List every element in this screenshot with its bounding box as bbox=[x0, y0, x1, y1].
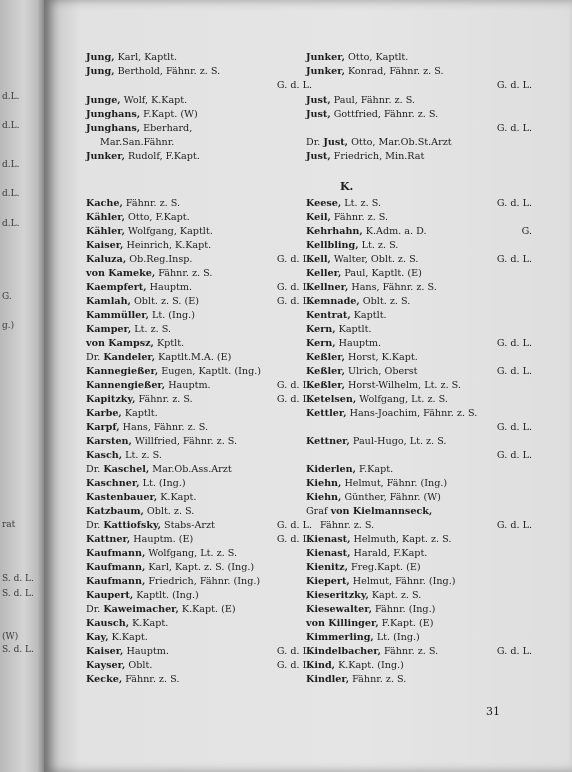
register-entry bbox=[306, 492, 532, 504]
previous-page-fragment: rat bbox=[2, 520, 16, 530]
register-entry bbox=[86, 109, 312, 121]
entry-suffix: G. d. L. bbox=[496, 80, 532, 91]
register-entry bbox=[306, 310, 532, 322]
register-entry bbox=[86, 198, 312, 210]
register-entry bbox=[86, 450, 312, 462]
entry-surname: Keese, bbox=[306, 198, 342, 209]
entry-suffix: G. d. L. bbox=[276, 534, 312, 545]
register-entry bbox=[306, 296, 532, 308]
entry-surname: Kaempfert, bbox=[86, 282, 147, 293]
previous-page-fragment: (W) bbox=[2, 632, 19, 642]
entry-surname: Junker, bbox=[306, 66, 345, 77]
entry-surname: Kaluza, bbox=[86, 254, 127, 265]
entry-surname: Kache, bbox=[86, 198, 123, 209]
entry-details: Lt. z. S. bbox=[122, 450, 162, 461]
register-entry bbox=[86, 338, 312, 350]
entry-surname: von Kameke, bbox=[86, 268, 156, 279]
entry-surname: Kienast, bbox=[306, 534, 351, 545]
register-entry bbox=[306, 562, 532, 574]
entry-surname: Kiehn, bbox=[306, 492, 342, 503]
entry-details: Friedrich, Min.Rat bbox=[330, 151, 425, 162]
entry-surname: Ketelsen, bbox=[306, 394, 357, 405]
page-number: 31 bbox=[486, 705, 500, 718]
register-entry bbox=[306, 478, 532, 490]
register-entry bbox=[86, 590, 312, 602]
entry-surname: Kaschner, bbox=[86, 478, 140, 489]
entry-details: Hans, Fähnr. z. S. bbox=[348, 282, 437, 293]
entry-details: Fähnr. z. S. bbox=[330, 212, 389, 223]
entry-surname: Kandeler, bbox=[103, 352, 156, 363]
entry-details: Ob.Reg.Insp. bbox=[126, 254, 193, 265]
register-entry bbox=[86, 66, 312, 78]
entry-details: Horst, K.Kapt. bbox=[344, 352, 418, 363]
entry-surname: Kay, bbox=[86, 632, 109, 643]
entry-details: F.Kapt. (E) bbox=[378, 618, 434, 629]
entry-suffix: G. d. L. bbox=[276, 646, 312, 657]
entry-suffix: G. d. L. bbox=[276, 660, 312, 671]
entry-details: Kaptlt. (Ing.) bbox=[133, 590, 199, 601]
entry-suffix: G. d. L. bbox=[496, 422, 532, 433]
entry-suffix: G. d. L. bbox=[496, 520, 532, 531]
entry-suffix: G. d. L. bbox=[276, 80, 312, 91]
entry-surname: Kaiser, bbox=[86, 240, 124, 251]
register-entry bbox=[86, 212, 312, 224]
entry-details: Eugen, Kaptlt. (Ing.) bbox=[158, 366, 262, 377]
entry-surname: Kienast, bbox=[306, 548, 351, 559]
entry-surname: Junghans, bbox=[86, 109, 141, 120]
entry-details: Lt. z. S. bbox=[341, 198, 381, 209]
register-entry bbox=[306, 604, 532, 616]
entry-details: Fähnr. z. S. bbox=[135, 394, 193, 405]
entry-surname: Kattner, bbox=[86, 534, 131, 545]
previous-page-fragment: S. d. L. bbox=[2, 589, 34, 599]
entry-details: Kaptlt. bbox=[335, 324, 372, 335]
entry-details: Gottfried, Fähnr. z. S. bbox=[330, 109, 439, 120]
register-entry bbox=[86, 436, 312, 448]
entry-surname: Kiderlen, bbox=[306, 464, 356, 475]
entry-surname: Kern, bbox=[306, 338, 336, 349]
register-entry bbox=[306, 109, 532, 121]
entry-details: Karl, Kaptlt. bbox=[114, 52, 178, 63]
register-entry bbox=[86, 632, 312, 644]
register-entry bbox=[306, 338, 532, 350]
register-entry bbox=[306, 212, 532, 224]
entry-details: Helmut, Fähnr. (Ing.) bbox=[341, 478, 448, 489]
register-entry bbox=[306, 590, 532, 602]
register-entry bbox=[306, 632, 532, 644]
entry-suffix: G. bbox=[521, 226, 532, 237]
entry-details: Hauptm. (E) bbox=[130, 534, 194, 545]
entry-suffix: G. d. L. bbox=[496, 646, 532, 657]
entry-surname: Junghans, bbox=[86, 123, 141, 134]
entry-surname: Kaweimacher, bbox=[103, 604, 179, 615]
register-entry bbox=[306, 240, 532, 252]
entry-suffix: G. d. L. bbox=[276, 380, 312, 391]
entry-details: Lt. z. S. bbox=[131, 324, 172, 335]
register-entry bbox=[306, 254, 532, 266]
register-entry bbox=[86, 604, 312, 616]
register-entry bbox=[306, 394, 532, 406]
previous-page-fragment: S. d. L. bbox=[2, 574, 34, 584]
entry-details: Paul, Kaptlt. (E) bbox=[341, 268, 422, 279]
previous-page-fragment: g.) bbox=[2, 321, 15, 331]
entry-surname: Keßler, bbox=[306, 380, 345, 391]
entry-prefix: Dr. bbox=[86, 464, 104, 475]
register-entry bbox=[306, 268, 532, 280]
entry-surname: Kettner, bbox=[306, 436, 350, 447]
entry-surname: von Killinger, bbox=[306, 618, 379, 629]
entry-surname: Kellbling, bbox=[306, 240, 359, 251]
register-entry bbox=[86, 268, 312, 280]
entry-surname: Kemnade, bbox=[306, 296, 360, 307]
entry-details: Hans-Joachim, Fähnr. z. S. bbox=[346, 408, 478, 419]
entry-surname: Karsten, bbox=[86, 436, 132, 447]
entry-details: Rudolf, F.Kapt. bbox=[124, 151, 200, 162]
entry-surname: Kienitz, bbox=[306, 562, 348, 573]
entry-surname: Kecke, bbox=[86, 674, 123, 685]
entry-surname: Kausch, bbox=[86, 618, 130, 629]
register-entry bbox=[86, 240, 312, 252]
entry-details: K.Kapt. (E) bbox=[178, 604, 236, 615]
entry-details: Otto, Kaptlt. bbox=[344, 52, 409, 63]
entry-surname: Keßler, bbox=[306, 366, 345, 377]
register-entry bbox=[306, 660, 532, 672]
entry-surname: Kind, bbox=[306, 660, 336, 671]
entry-details: Ulrich, Oberst bbox=[344, 366, 418, 377]
previous-page-edge bbox=[0, 0, 44, 772]
entry-surname: Karpf, bbox=[86, 422, 120, 433]
entry-surname: Jung, bbox=[86, 52, 115, 63]
register-entry bbox=[306, 95, 532, 107]
register-entry bbox=[306, 324, 532, 336]
entry-surname: von Kampsz, bbox=[86, 338, 154, 349]
entry-suffix: G. d. L. bbox=[496, 338, 532, 349]
entry-details: Hauptm. bbox=[123, 646, 169, 657]
previous-page-fragment: d.L. bbox=[2, 121, 20, 131]
entry-details: Fähnr. z. S. bbox=[122, 674, 180, 685]
entry-details: Walter, Oblt. z. S. bbox=[330, 254, 419, 265]
previous-page-fragment: d.L. bbox=[2, 92, 20, 102]
register-entry bbox=[306, 534, 532, 546]
entry-surname: Kamlah, bbox=[86, 296, 131, 307]
register-entry bbox=[306, 366, 532, 378]
entry-details: Friedrich, Fähnr. (Ing.) bbox=[145, 576, 261, 587]
register-entry bbox=[306, 408, 532, 420]
register-entry bbox=[306, 137, 532, 149]
entry-surname: Kiehn, bbox=[306, 478, 342, 489]
entry-suffix: G. d. L. bbox=[276, 520, 312, 531]
register-entry bbox=[86, 352, 312, 364]
entry-prefix: Dr. bbox=[86, 352, 104, 363]
entry-suffix: G. d. L. bbox=[276, 282, 312, 293]
register-entry bbox=[86, 52, 312, 64]
entry-details: Oblt. z. S. (E) bbox=[130, 296, 199, 307]
entry-surname: Kindelbacher, bbox=[306, 646, 381, 657]
entry-details: Freg.Kapt. (E) bbox=[347, 562, 421, 573]
entry-details: Otto, Mar.Ob.St.Arzt bbox=[348, 137, 452, 148]
register-entry bbox=[306, 464, 532, 476]
register-entry bbox=[306, 66, 532, 78]
entry-details: Mar.Ob.Ass.Arzt bbox=[149, 464, 232, 475]
previous-page-fragment: d.L. bbox=[2, 160, 20, 170]
entry-details: Heinrich, K.Kapt. bbox=[123, 240, 212, 251]
register-entry bbox=[86, 548, 312, 560]
entry-suffix: G. d. L. bbox=[496, 366, 532, 377]
previous-page-fragment: S. d. L. bbox=[2, 645, 34, 655]
register-entry bbox=[86, 520, 312, 532]
entry-details: Mar.San.Fähnr. bbox=[100, 137, 175, 148]
entry-surname: Junker, bbox=[306, 52, 345, 63]
entry-details: Kaptlt. bbox=[350, 310, 387, 321]
entry-details: Karl, Kapt. z. S. (Ing.) bbox=[145, 562, 255, 573]
entry-surname: Junker, bbox=[86, 151, 125, 162]
entry-details: Wolfgang, Lt. z. S. bbox=[145, 548, 238, 559]
entry-surname: Kaufmann, bbox=[86, 576, 146, 587]
register-entry bbox=[86, 324, 312, 336]
entry-details: Wolfgang, Kaptlt. bbox=[124, 226, 213, 237]
register-entry bbox=[306, 674, 532, 686]
entry-surname: Just, bbox=[306, 151, 331, 162]
entry-surname: Kaupert, bbox=[86, 590, 134, 601]
register-entry bbox=[86, 562, 312, 574]
section-letter: K. bbox=[340, 180, 354, 193]
entry-surname: Kattiofsky, bbox=[103, 520, 161, 531]
register-entry bbox=[86, 618, 312, 630]
entry-suffix: G. d. L. bbox=[276, 296, 312, 307]
entry-details: K.Adm. a. D. bbox=[362, 226, 427, 237]
entry-surname: Kieseritzky, bbox=[306, 590, 369, 601]
entry-details: Eberhard, bbox=[140, 123, 193, 134]
entry-suffix: G. d. L. bbox=[496, 198, 532, 209]
register-entry bbox=[86, 674, 312, 686]
previous-page-fragment: d.L. bbox=[2, 189, 20, 199]
entry-prefix: Graf bbox=[306, 506, 331, 517]
entry-surname: Kell, bbox=[306, 254, 331, 265]
entry-details: Kapt. z. S. bbox=[368, 590, 422, 601]
register-entry bbox=[86, 366, 312, 378]
entry-surname: Kaufmann, bbox=[86, 548, 146, 559]
register-entry bbox=[306, 576, 532, 588]
entry-details: Helmut, Fähnr. (Ing.) bbox=[349, 576, 456, 587]
register-entry bbox=[306, 52, 532, 64]
register-entry bbox=[86, 380, 312, 392]
register-entry bbox=[86, 282, 312, 294]
entry-surname: Just, bbox=[323, 137, 349, 148]
entry-surname: Kamper, bbox=[86, 324, 132, 335]
entry-surname: Kaschel, bbox=[103, 464, 150, 475]
register-entry bbox=[86, 95, 312, 107]
entry-surname: Keil, bbox=[306, 212, 331, 223]
entry-surname: Kehrhahn, bbox=[306, 226, 363, 237]
entry-surname: Kindler, bbox=[306, 674, 350, 685]
entry-surname: Kähler, bbox=[86, 226, 125, 237]
register-entry bbox=[306, 282, 532, 294]
register-entry bbox=[306, 226, 532, 238]
register-entry bbox=[306, 352, 532, 364]
entry-details: Fähnr. z. S. bbox=[320, 520, 375, 531]
entry-surname: Kentrat, bbox=[306, 310, 351, 321]
entry-details: Fähnr. z. S. bbox=[122, 198, 181, 209]
register-entry bbox=[306, 520, 532, 532]
register-entry bbox=[86, 310, 312, 322]
entry-details: Kaptlt. bbox=[121, 408, 158, 419]
entry-details: Lt. (Ing.) bbox=[139, 478, 186, 489]
book-page bbox=[44, 0, 572, 772]
entry-surname: Katzbaum, bbox=[86, 506, 144, 517]
entry-surname: Kaiser, bbox=[86, 646, 124, 657]
register-entry bbox=[86, 492, 312, 504]
entry-surname: von Kielmannseck, bbox=[330, 506, 433, 517]
entry-prefix: Dr. bbox=[86, 604, 104, 615]
register-entry bbox=[306, 506, 532, 518]
entry-details: Paul, Fähnr. z. S. bbox=[330, 95, 415, 106]
previous-page-fragment: G. bbox=[2, 292, 12, 302]
entry-surname: Kiepert, bbox=[306, 576, 350, 587]
entry-details: Wolfgang, Lt. z. S. bbox=[356, 394, 448, 405]
register-entry bbox=[86, 534, 312, 546]
entry-prefix: Dr. bbox=[86, 520, 104, 531]
entry-surname: Kern, bbox=[306, 324, 336, 335]
entry-surname: Kimmerling, bbox=[306, 632, 374, 643]
entry-details: K.Kapt. bbox=[108, 632, 148, 643]
entry-details: Lt. z. S. bbox=[358, 240, 399, 251]
register-entry bbox=[86, 123, 312, 135]
entry-suffix: G. d. L. bbox=[496, 123, 532, 134]
entry-surname: Kannengießer, bbox=[86, 380, 166, 391]
entry-details: Berthold, Fähnr. z. S. bbox=[114, 66, 221, 77]
entry-details: Helmuth, Kapt. z. S. bbox=[350, 534, 452, 545]
entry-surname: Just, bbox=[306, 95, 331, 106]
entry-suffix: G. d. L. bbox=[496, 450, 532, 461]
entry-surname: Kasch, bbox=[86, 450, 123, 461]
entry-details: Hans, Fähnr. z. S. bbox=[119, 422, 209, 433]
entry-details: Konrad, Fähnr. z. S. bbox=[344, 66, 444, 77]
register-entry bbox=[86, 422, 312, 434]
entry-details: Oblt. bbox=[125, 660, 153, 671]
entry-details: Stabs-Arzt bbox=[160, 520, 215, 531]
entry-surname: Kiesewalter, bbox=[306, 604, 372, 615]
previous-page-fragment: d.L. bbox=[2, 219, 20, 229]
register-entry bbox=[306, 198, 532, 210]
entry-surname: Karbe, bbox=[86, 408, 122, 419]
register-entry bbox=[86, 137, 312, 149]
entry-details: Kaptlt.M.A. (E) bbox=[155, 352, 232, 363]
entry-details: Harald, F.Kapt. bbox=[350, 548, 428, 559]
entry-details: K.Kapt. bbox=[129, 618, 169, 629]
register-entry bbox=[86, 296, 312, 308]
register-entry bbox=[86, 646, 312, 658]
entry-details: Horst-Wilhelm, Lt. z. S. bbox=[344, 380, 461, 391]
entry-surname: Kammüller, bbox=[86, 310, 149, 321]
entry-details: Paul-Hugo, Lt. z. S. bbox=[349, 436, 447, 447]
register-entry bbox=[306, 380, 532, 392]
entry-surname: Junge, bbox=[86, 95, 121, 106]
entry-details: Lt. (Ing.) bbox=[148, 310, 195, 321]
entry-surname: Kannegießer, bbox=[86, 366, 159, 377]
register-entry bbox=[86, 576, 312, 588]
entry-suffix: G. d. L. bbox=[276, 394, 312, 405]
register-entry bbox=[306, 151, 532, 163]
register-entry bbox=[86, 151, 312, 163]
register-entry bbox=[86, 394, 312, 406]
entry-surname: Keßler, bbox=[306, 352, 345, 363]
entry-details: F.Kapt. (W) bbox=[140, 109, 198, 120]
entry-surname: Kaufmann, bbox=[86, 562, 146, 573]
entry-details: Fähnr. z. S. bbox=[380, 646, 439, 657]
register-entry bbox=[86, 660, 312, 672]
register-entry bbox=[86, 464, 312, 476]
entry-surname: Kellner, bbox=[306, 282, 349, 293]
entry-details: Hauptm. bbox=[335, 338, 382, 349]
entry-details: K.Kapt. (Ing.) bbox=[335, 660, 404, 671]
entry-details: F.Kapt. bbox=[355, 464, 394, 475]
entry-surname: Kayser, bbox=[86, 660, 126, 671]
entry-details: Kptlt. bbox=[153, 338, 185, 349]
register-entry bbox=[306, 548, 532, 560]
entry-details: Günther, Fähnr. (W) bbox=[341, 492, 441, 503]
entry-surname: Keller, bbox=[306, 268, 342, 279]
entry-surname: Jung, bbox=[86, 66, 115, 77]
register-entry bbox=[86, 254, 312, 266]
entry-details: Lt. (Ing.) bbox=[373, 632, 420, 643]
register-entry bbox=[86, 408, 312, 420]
entry-suffix: G. d. L. bbox=[276, 254, 312, 265]
entry-surname: Kapitzky, bbox=[86, 394, 136, 405]
register-entry bbox=[86, 478, 312, 490]
entry-details: Willfried, Fähnr. z. S. bbox=[131, 436, 238, 447]
entry-details: Hauptm. bbox=[165, 380, 211, 391]
entry-suffix: G. d. L. bbox=[496, 254, 532, 265]
entry-details: K.Kapt. bbox=[157, 492, 197, 503]
entry-details: Fähnr. z. S. bbox=[155, 268, 213, 279]
register-entry bbox=[306, 618, 532, 630]
entry-details: Oblt. z. S. bbox=[359, 296, 411, 307]
register-entry bbox=[306, 436, 532, 448]
entry-surname: Kähler, bbox=[86, 212, 125, 223]
entry-details: Otto, F.Kapt. bbox=[124, 212, 190, 223]
entry-details: Oblt. z. S. bbox=[143, 506, 195, 517]
entry-details: Wolf, K.Kapt. bbox=[120, 95, 188, 106]
entry-surname: Kastenbauer, bbox=[86, 492, 158, 503]
entry-details: Fähnr. z. S. bbox=[349, 674, 407, 685]
register-entry bbox=[86, 506, 312, 518]
entry-prefix: Dr. bbox=[306, 137, 324, 148]
entry-details: Fähnr. (Ing.) bbox=[371, 604, 436, 615]
register-entry bbox=[306, 646, 532, 658]
entry-surname: Kettler, bbox=[306, 408, 347, 419]
entry-surname: Just, bbox=[306, 109, 331, 120]
register-entry bbox=[86, 226, 312, 238]
entry-details: Hauptm. bbox=[146, 282, 193, 293]
